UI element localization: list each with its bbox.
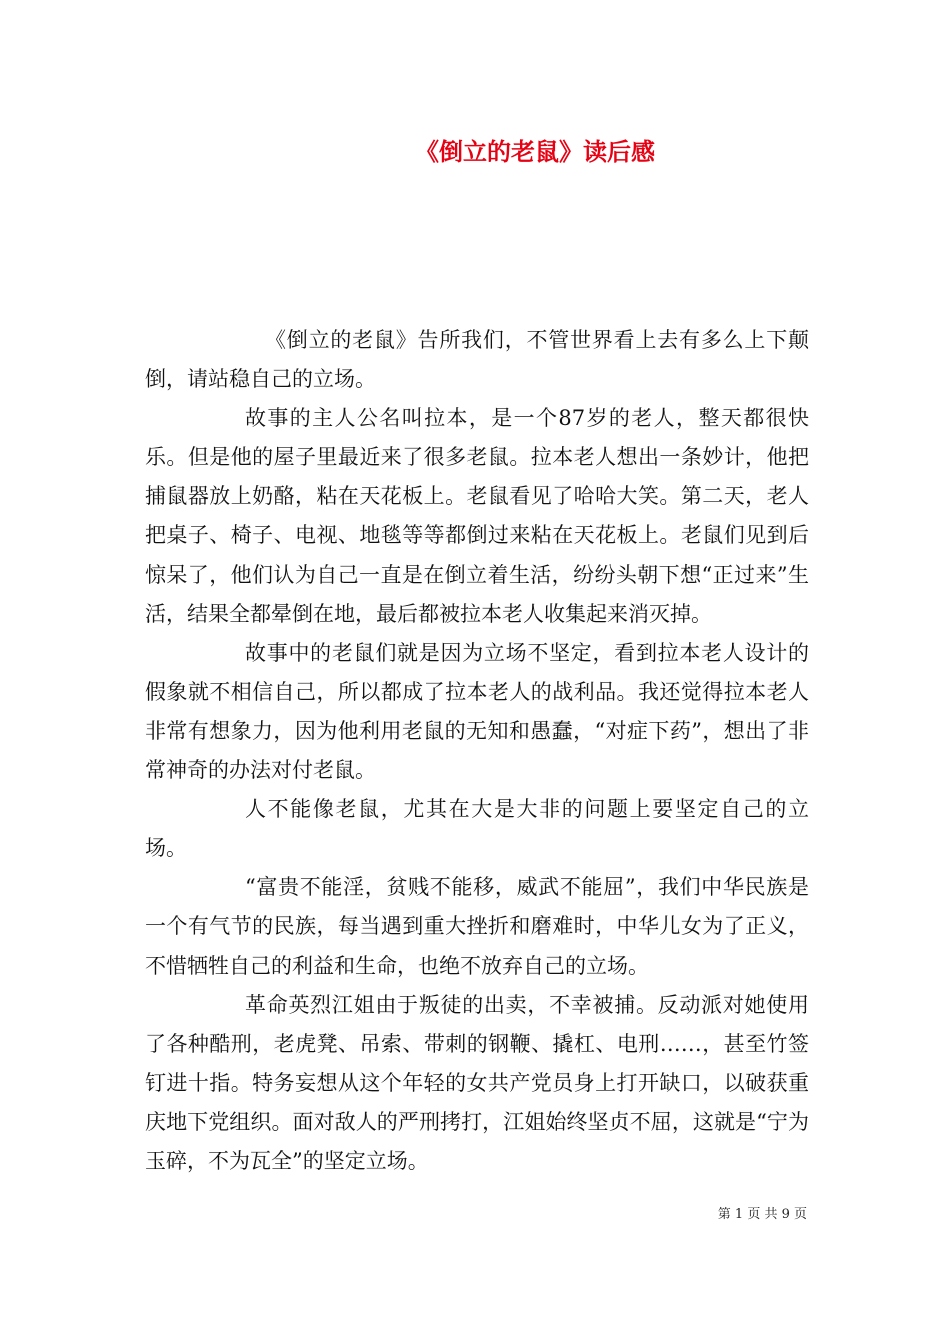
paragraph-2: 故事的主人公名叫拉本，是一个87岁的老人，整天都很快乐。但是他的屋子里最近来了很多老鼠。拉本老人想出一条妙计，他把捕鼠器放上奶酪，粘在天花板上。老鼠看见了哈哈大笑。第二天，老人把桌子、椅子、电视、地毯等等都倒过来粘在天花板上。老鼠们见到后惊呆了，他们认为自己一直是在倒立着生活，纷纷头朝下想“正过来”生活，结果全都晕倒在地，最后都被拉本老人收集起来消灭掉。 (145, 406, 809, 626)
paragraph-6: 革命英烈江姐由于叛徒的出卖，不幸被捕。反动派对她使用了各种酷刑，老虎凳、吊索、带刺的钢鞭、撬杠、电刑……，甚至竹签钉进十指。特务妄想从这个年轻的女共产党员身上打开缺口，以破获重庆地下党组织。面对敌人的严刑拷打，江姐始终坚贞不屈，这就是“宁为玉碎，不为瓦全”的坚定立场。 (145, 992, 809, 1173)
paragraph-5: “富贵不能淫，贫贱不能移，威武不能屈”，我们中华民族是一个有气节的民族，每当遇到重大挫折和磨难时，中华儿女为了正义，不惜牺牲自己的利益和生命，也绝不放弃自己的立场。 (145, 875, 809, 978)
document-body (145, 321, 809, 1181)
paragraph-3: 故事中的老鼠们就是因为立场不坚定，看到拉本老人设计的假象就不相信自己，所以都成了拉本老人的战利品。我还觉得拉本老人非常有想象力，因为他利用老鼠的无知和愚蠢，“对症下药”，想出了非常神奇的办法对付老鼠。 (145, 640, 809, 783)
page-number-footer: 第 1 页 共 9 页 (717, 1207, 807, 1222)
paragraph-1: 《倒立的老鼠》告所我们，不管世界看上去有多么上下颠倒，请站稳自己的立场。 (145, 328, 809, 392)
document-title: 《倒立的老鼠》读后感 (415, 137, 655, 166)
paragraph-4: 人不能像老鼠，尤其在大是大非的问题上要坚定自己的立场。 (145, 797, 809, 861)
